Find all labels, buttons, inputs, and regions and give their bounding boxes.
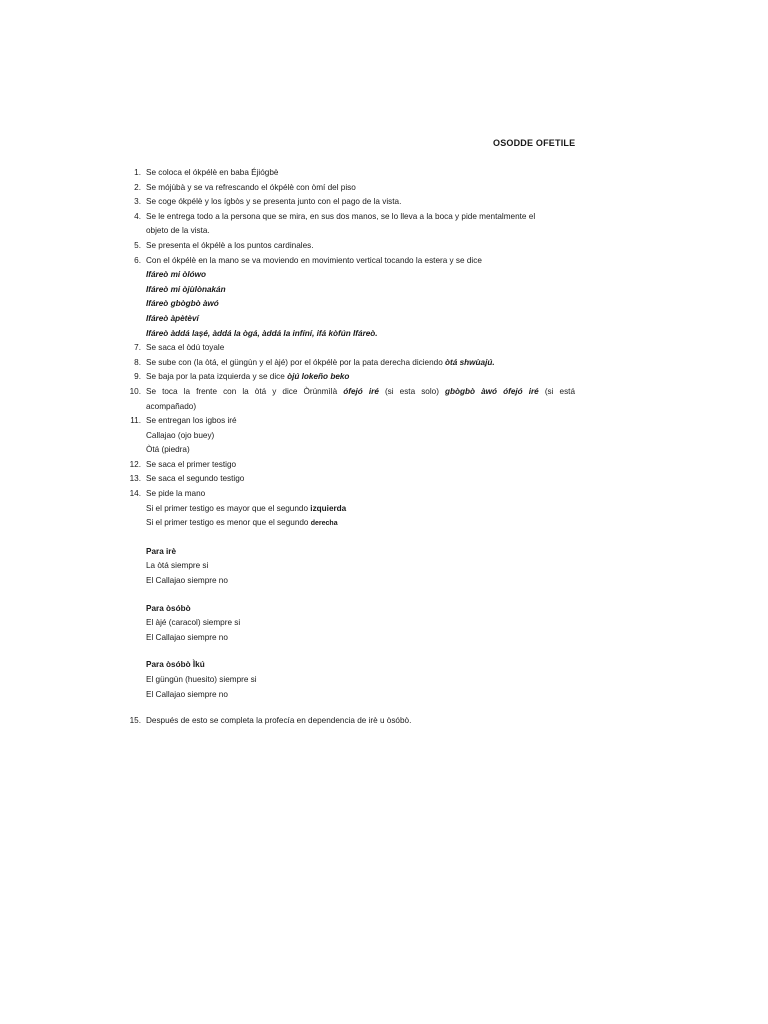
list-item-continuation [120,224,575,239]
list-item [120,181,575,196]
hand-rule [120,516,575,532]
item-emphasis: ófejó iré [343,386,379,396]
prayer-line: Ifáreò mi òlówo [146,270,207,280]
prayer-line: Ifáreò àddá lașé, àddá la ògá, àddá la infíní, ifá kòfún Ifáreò. [146,328,378,338]
section-heading: Para òsóbò [146,603,191,613]
list-item-continuation [120,400,575,415]
item-text: Después de esto se completa la profecía en dependencia de irè u òsóbò. [146,716,412,726]
item-text: Se toca la frente con la òtá y dice Òrúnmìlà [146,386,338,396]
rule-text: Si el primer testigo es menor que el segundo [146,518,311,528]
item-text: Con el ókpélè en la mano se va moviendo en movimiento vertical tocando la estera y se dice [146,255,482,265]
item-text: Se le entrega todo a la persona que se mira, en sus dos manos, se lo lleva a la boca y pide mentalmente el [146,211,536,221]
list-item [120,385,575,400]
item-number: 6. [134,255,141,265]
item-text: acompañado) [146,401,197,411]
section-line: El Callajao siempre no [146,632,228,642]
item-emphasis: gbògbò àwó ófejó iré [445,386,539,396]
item-number: 13. [129,474,141,484]
item-number: 3. [134,197,141,207]
item-text: Se coge ókpélè y los ígbòs y se presenta junto con el pago de la vista. [146,197,402,207]
item-number: 9. [134,372,141,382]
section-heading: Para òsóbò Ìkú [146,660,205,670]
hand-rule [120,502,575,517]
item-text: Se sube con (la òtá, el güngùn y el àjé) por el ókpélè por la pata derecha diciendo [146,357,446,367]
list-item [120,414,575,429]
item-text: Se mójùbà y se va refrescando el ókpélè con òmí del piso [146,182,356,192]
item-number: 11. [130,416,141,426]
rule-emphasis: derecha [310,520,338,528]
list-item [120,341,575,356]
item-text: (si está [544,386,576,396]
prayer-line: Ifáreò àpètèví [146,313,199,323]
list-item [120,166,575,181]
document-title: OSODDE OFETILE [493,138,576,148]
list-item [120,356,575,371]
item-text: Se saca el primer testigo [146,459,237,469]
item-text: Se presenta el ókpélè a los puntos cardinales. [146,240,314,250]
item-text: Se saca el òdú toyale [146,343,225,353]
item-number: 8. [134,357,141,367]
item-number: 2. [134,182,141,192]
rule-text: Si el primer testigo es mayor que el segundo [146,503,311,513]
list-item [120,714,575,729]
item-emphasis: òjú lokeño beko [287,372,350,382]
sub-item: Òtá (piedra) [146,445,190,455]
section-line: El Callajao siempre no [146,689,228,699]
item-text: Se coloca el ókpélè en baba Éjiógbè [146,168,279,177]
list-item [120,370,575,385]
section-line: El güngùn (huesito) siempre si [146,675,257,684]
item-number: 4. [134,211,141,221]
list-item [120,472,575,487]
item-text: Se baja por la pata izquierda y se dice [146,372,288,382]
item-number: 14. [129,489,141,499]
item-number: 7. [134,343,141,353]
list-item [120,458,575,473]
item-number: 5. [134,240,141,250]
sub-item: Callajao (ojo buey) [146,430,215,440]
item-text: Se entregan los igbos iré [146,416,237,426]
item-number: 10. [129,386,141,396]
section-line: El Callajao siempre no [146,576,228,586]
item-text: Se pide la mano [146,489,206,499]
section-line: El àjé (caracol) siempre si [146,618,241,628]
list-item [120,487,575,502]
rule-emphasis: izquierda [310,503,347,513]
list-item [120,210,575,225]
item-number: 15. [129,716,141,726]
list-item [120,239,575,254]
prayer-line: Ifáreò mi òjùlònakán [146,284,226,294]
item-text: (si esta solo) [384,386,439,396]
list-item [120,195,575,210]
section-heading: Para irè [146,546,177,556]
section-line: La òtá siempre si [146,561,209,571]
list-item [120,254,575,269]
item-number: 12. [129,459,141,469]
item-emphasis: òtá shwùajú. [445,357,495,367]
document-body [120,166,575,729]
item-number: 1. [134,168,141,177]
prayer-line: Ifáreò gbògbò àwó [146,299,219,309]
item-text: objeto de la vista. [146,226,210,236]
item-text: Se saca el segundo testigo [146,474,245,484]
